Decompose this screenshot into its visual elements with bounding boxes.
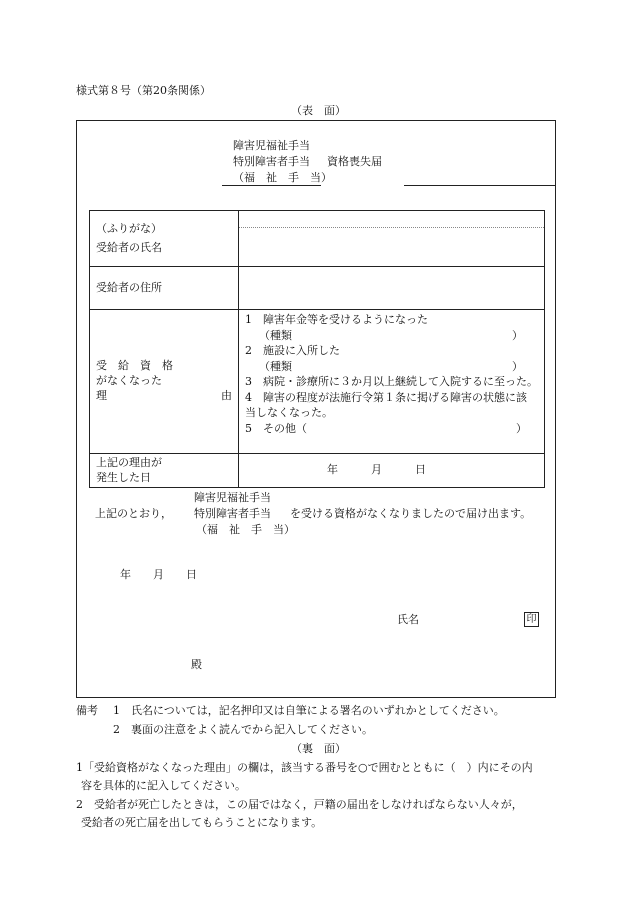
date-label-line-1: 上記の理由が xyxy=(96,455,162,469)
statement-line-1: 障害児福祉手当 xyxy=(194,491,271,504)
reason-label-line-3 xyxy=(96,389,232,404)
title-suffix: 資格喪失届 xyxy=(327,155,382,168)
back-item-2-line-1: 2 受給者が死亡したときは，この届ではなく，戸籍の届出をしなければならない人々が， xyxy=(76,798,523,811)
reason-item: 1 障害年金等を受けるようになった xyxy=(245,313,428,326)
reason-label-right: 由 xyxy=(221,388,232,402)
form-table xyxy=(89,210,545,488)
reason-label-line-1: 受 給 資 格 xyxy=(96,359,173,373)
name-field[interactable] xyxy=(239,211,545,267)
note-2: 2 裏面の注意をよく読んでから記入してください。 xyxy=(113,723,373,736)
address-label: 受給者の住所 xyxy=(96,280,162,294)
back-item-1-line-2: 容を具体的に記入してください。 xyxy=(81,779,246,792)
reason-row xyxy=(90,310,545,454)
date-label-cell xyxy=(90,454,239,488)
reason-item[interactable]: 5 その他（ ） xyxy=(245,421,527,435)
reason-label-cell xyxy=(90,310,239,454)
date-value: 年 月 日 xyxy=(327,463,426,477)
statement-prefix: 上記のとおり， xyxy=(95,507,172,520)
date-label-line-2: 発生した日 xyxy=(96,470,151,484)
reason-item: 当しなくなった。 xyxy=(245,406,333,419)
statement-line-3: （福 祉 手 当） xyxy=(196,523,295,536)
reasons-list[interactable] xyxy=(239,310,545,454)
furigana-label: （ふりがな） xyxy=(96,221,162,235)
name-label: 受給者の氏名 xyxy=(96,240,162,254)
seal-mark: 印 xyxy=(524,612,539,627)
notes-label: 備考 xyxy=(76,704,98,717)
statement-suffix: を受ける資格がなくなりましたので届け出ます。 xyxy=(290,507,532,520)
address-field[interactable] xyxy=(239,267,545,310)
back-item-2-line-2: 受給者の死亡届を出してもらうことになります。 xyxy=(81,816,323,829)
reason-item: 4 障害の程度が法施行令第１条に掲げる障害の状態に該 xyxy=(245,390,527,404)
back-item-1-line-1: 1「受給資格がなくなった理由」の欄は，該当する番号を○で囲むとともに（ ）内にその内 xyxy=(76,761,533,774)
date-row xyxy=(90,454,545,488)
reason-item[interactable]: （種類 ） xyxy=(259,359,523,373)
address-row xyxy=(90,267,545,310)
note-1: 1 氏名については，記名押印又は自筆による署名のいずれかとしてください。 xyxy=(113,704,505,717)
submission-date[interactable]: 年 月 日 xyxy=(120,568,197,581)
addressee-suffix: 殿 xyxy=(191,658,202,671)
form-number: 様式第８号（第20条関係） xyxy=(76,84,211,97)
reason-item: 2 施設に入所した xyxy=(245,344,340,357)
reason-item[interactable]: （種類 ） xyxy=(259,328,523,342)
date-field[interactable] xyxy=(239,454,545,488)
title-line-2: 特別障害者手当 xyxy=(233,155,310,168)
address-label-cell xyxy=(90,267,239,310)
furigana-field[interactable] xyxy=(239,211,544,228)
front-side-label: （表 面） xyxy=(291,104,346,117)
statement-line-2: 特別障害者手当 xyxy=(194,507,271,520)
title-underline-left xyxy=(222,185,321,186)
reason-item: 3 病院・診療所に３か月以上継続して入院するに至った。 xyxy=(245,375,538,388)
reason-label-left: 理 xyxy=(96,388,107,402)
back-side-label: （裏 面） xyxy=(291,742,346,755)
title-line-3: （福 祉 手 当） xyxy=(233,171,332,184)
name-sign-label: 氏名 xyxy=(397,613,419,626)
reason-label-line-2: がなくなった xyxy=(96,374,162,388)
title-underline-right xyxy=(404,185,556,186)
name-label-cell xyxy=(90,211,239,267)
name-row xyxy=(90,211,545,267)
title-line-1: 障害児福祉手当 xyxy=(233,139,310,152)
